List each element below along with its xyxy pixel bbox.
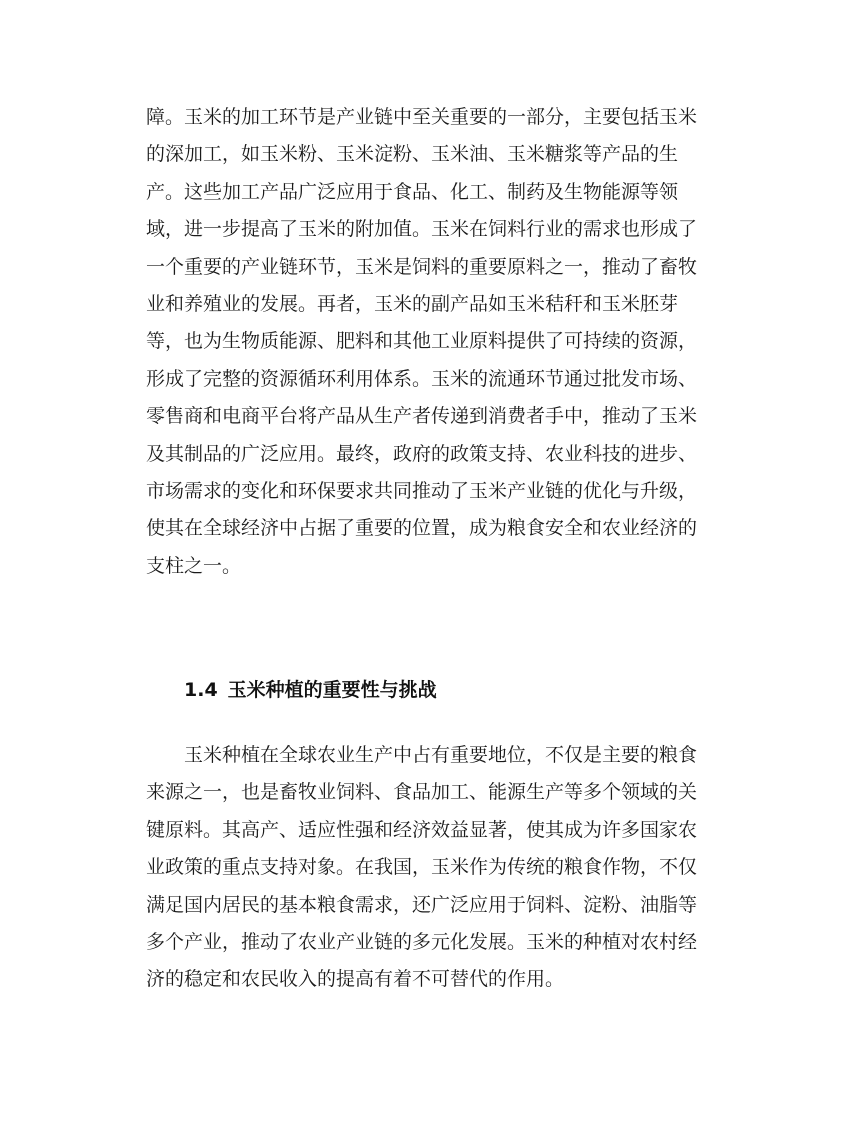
body-paragraph: 玉米种植在全球农业生产中占有重要地位，不仅是主要的粮食来源之一，也是畜牧业饲料、食品加工、能源生产等多个领域的关键原料。其高产、适应性强和经济效益显著，使其成为许多国家农业政策的重点支持对象。在我国，玉米作为传统的粮食作物，不仅满足国内居民的基本粮食需求，还广泛应用于饲料、淀粉、油脂等多个产业，推动了农业产业链的多元化发展。玉米的种植对农村经济的稳定和农民收入的提高有着不可替代的作用。 — [146, 744, 698, 991]
section-title: 玉米种植的重要性与挑战 — [227, 679, 437, 701]
section-number: 1.4 — [184, 679, 218, 701]
section-heading — [184, 676, 437, 704]
body-paragraph-continued: 障。玉米的加工环节是产业链中至关重要的一部分，主要包括玉米的深加工，如玉米粉、玉米淀粉、玉米油、玉米糖浆等产品的生产。这些加工产品广泛应用于食品、化工、制药及生物能源等领域，进一步提高了玉米的附加值。玉米在饲料行业的需求也形成了一个重要的产业链环节，玉米是饲料的重要原料之一，推动了畜牧业和养殖业的发展。再者，玉米的副产品如玉米秸秆和玉米胚芽等，也为生物质能源、肥料和其他工业原料提供了可持续的资源，形成了完整的资源循环利用体系。玉米的流通环节通过批发市场、零售商和电商平台将产品从生产者传递到消费者手中，推动了玉米及其制品的广泛应用。最终，政府的政策支持、农业科技的进步、市场需求的变化和环保要求共同推动了玉米产业链的优化与升级，使其在全球经济中占据了重要的位置，成为粮食安全和农业经济的支柱之一。 — [146, 106, 698, 577]
